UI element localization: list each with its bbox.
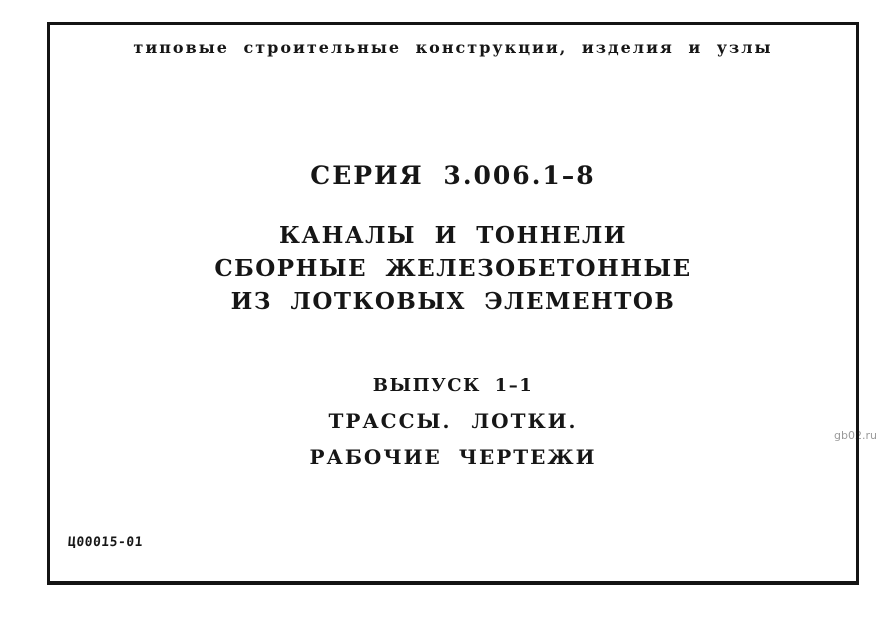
title-line-2: СБОРНЫЕ ЖЕЛЕЗОБЕТОННЫЕ	[214, 255, 692, 282]
title-line-3: ИЗ ЛОТКОВЫХ ЭЛЕМЕНТОВ	[230, 288, 676, 315]
document-header: типовые строительные конструкции, изделия и узлы	[133, 38, 773, 57]
document-stamp-number: Ц00015-01	[67, 535, 144, 550]
series-number: СЕРИЯ 3.006.1–8	[310, 161, 596, 190]
issue-number: ВЫПУСК 1–1	[372, 375, 534, 396]
subtitle-line-1: ТРАССЫ. ЛОТКИ.	[328, 409, 578, 433]
subtitle-line-2: РАБОЧИЕ ЧЕРТЕЖИ	[309, 445, 597, 469]
title-line-1: КАНАЛЫ И ТОННЕЛИ	[278, 222, 628, 249]
main-title	[47, 219, 859, 318]
site-watermark: gb02.ru	[834, 429, 877, 442]
